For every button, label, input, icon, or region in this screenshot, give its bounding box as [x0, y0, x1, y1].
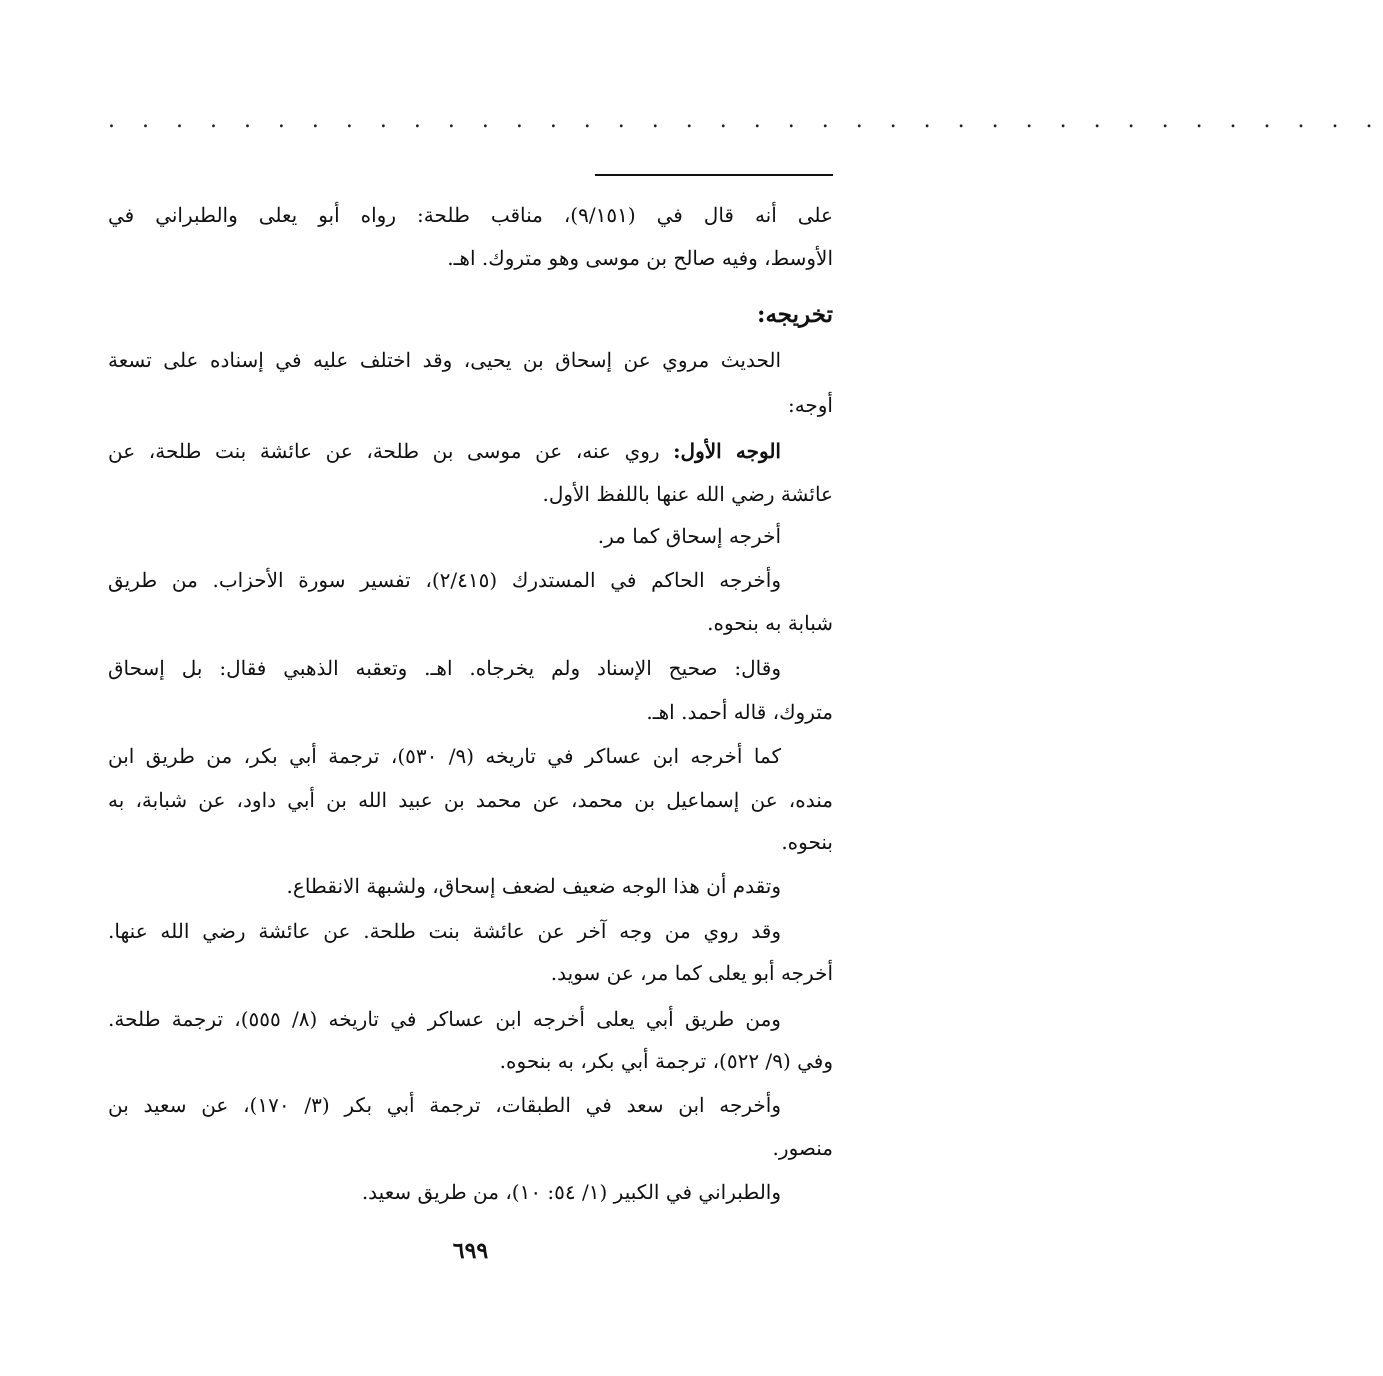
- paragraph-line: [108, 436, 833, 466]
- paragraph-line: الحديث مروي عن إسحاق بن يحيى، وقد اختلف عليه في إسناده على تسعة: [108, 348, 781, 372]
- page-number: ٦٩٩: [452, 1238, 489, 1264]
- paragraph-line: وأخرجه ابن سعد في الطبقات، ترجمة أبي بكر (٣/ ١٧٠)، عن سعيد بن: [108, 1093, 782, 1117]
- paragraph-line: وفي (٩/ ٥٢٢)، ترجمة أبي بكر، به بنحوه.: [499, 1049, 833, 1073]
- footnote-line-1: على أنه قال في (٩/١٥١)، مناقب طلحة: رواه أبو يعلى والطبراني في: [108, 203, 833, 227]
- paragraph-line: وقد روي من وجه آخر عن عائشة بنت طلحة. عن عائشة رضي الله عنها.: [108, 919, 781, 943]
- paragraph-line: بنحوه.: [781, 830, 833, 854]
- paragraph-line: والطبراني في الكبير (١/ ٥٤: ١٠)، من طريق سعيد.: [361, 1180, 781, 1204]
- paragraph-line: أوجه:: [787, 393, 833, 417]
- footnote-line-2: الأوسط، وفيه صالح بن موسى وهو متروك. اهـ.: [447, 246, 833, 270]
- paragraph-line: شبابة به بنحوه.: [707, 611, 833, 635]
- paragraph-line: متروك، قاله أحمد. اهـ.: [646, 700, 833, 724]
- separator-dots: . . . . . . . . . . . . . . . . . . . . . . . . . . . . . . . . . . . . . .: [108, 108, 1383, 133]
- paragraph-line: أخرجه إسحاق كما مر.: [597, 524, 781, 548]
- paragraph-line: أخرجه أبو يعلى كما مر، عن سويد.: [550, 961, 833, 985]
- paragraph-text: روي عنه، عن موسى بن طلحة، عن عائشة بنت طلحة، عن: [108, 439, 674, 463]
- paragraph-line: وأخرجه الحاكم في المستدرك (٢/٤١٥)، تفسير سورة الأحزاب. من طريق: [108, 568, 781, 592]
- paragraph-line: منده، عن إسماعيل بن محمد، عن محمد بن عبيد الله بن أبي داود، عن شبابة، به: [108, 788, 833, 812]
- paragraph-line: منصور.: [772, 1136, 833, 1160]
- paragraph-line: كما أخرجه ابن عساكر في تاريخه (٩/ ٥٣٠)، ترجمة أبي بكر، من طريق ابن: [108, 744, 782, 768]
- paragraph-line: ومن طريق أبي يعلى أخرجه ابن عساكر في تاريخه (٨/ ٥٥٥)، ترجمة طلحة.: [108, 1007, 781, 1031]
- paragraph-line: عائشة رضي الله عنها باللفظ الأول.: [542, 482, 833, 506]
- paragraph-line: وتقدم أن هذا الوجه ضعيف لضعف إسحاق، ولشبهة الانقطاع.: [286, 874, 781, 898]
- section-heading: تخريجه:: [756, 301, 833, 328]
- paragraph-line: وقال: صحيح الإسناد ولم يخرجاه. اهـ. وتعقبه الذهبي فقال: بل إسحاق: [108, 656, 781, 680]
- footnote-rule: [595, 174, 833, 176]
- section-label: الوجه الأول:: [673, 439, 781, 463]
